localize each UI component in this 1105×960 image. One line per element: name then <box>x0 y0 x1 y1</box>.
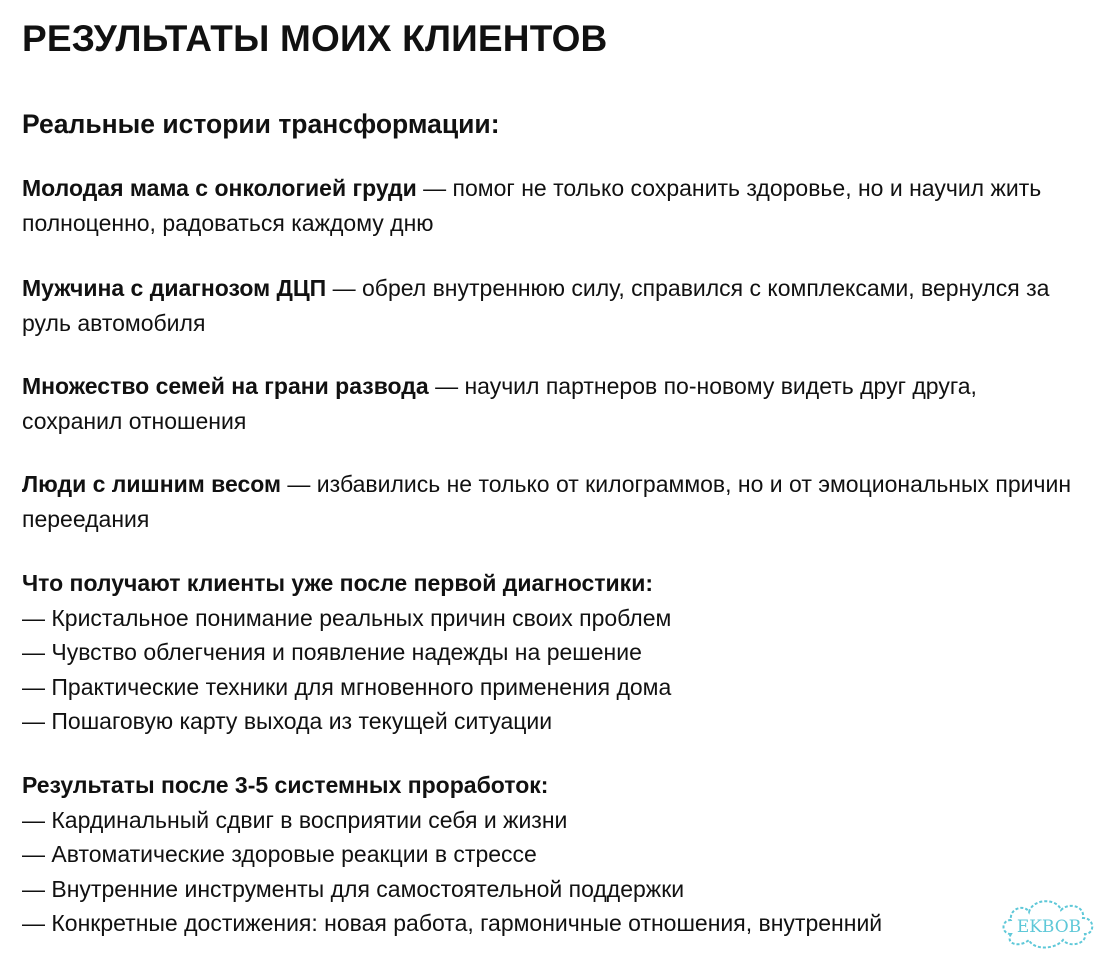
watermark-text: EKBOB <box>1016 917 1082 937</box>
page-title: РЕЗУЛЬТАТЫ МОИХ КЛИЕНТОВ <box>22 18 608 59</box>
list-item: — Внутренние инструменты для самостоятельной поддержки <box>22 875 685 902</box>
list-item: — Чувство облегчения и появление надежды на решение <box>22 639 642 665</box>
story-text: — избавились не только от килограммов, но и от эмоциональных причин переедания <box>22 471 1072 532</box>
story-item <box>22 171 1082 241</box>
story-item <box>22 369 1082 439</box>
first-diagnostics-section <box>22 566 1092 739</box>
story-item <box>22 271 1082 341</box>
results-section <box>22 768 1092 941</box>
list-item: — Пошаговую карту выхода из текущей ситуации <box>22 708 553 734</box>
list-item: — Практические техники для мгновенного применения дома <box>22 673 672 700</box>
story-item <box>22 467 1082 537</box>
story-text: — научил партнеров по-новому видеть друг друга, сохранил отношения <box>22 373 977 434</box>
list-item: — Автоматические здоровые реакции в стрессе <box>22 841 537 867</box>
list-item: — Конкретные достижения: новая работа, гармоничные отношения, внутренний <box>22 910 883 936</box>
story-text: — обрел внутреннюю силу, справился с комплексами, вернулся за руль автомобиля <box>22 275 1050 336</box>
story-text: — помог не только сохранить здоровье, но и научил жить полноценно, радоваться каждому дню <box>22 175 1042 236</box>
list-item: — Кристальное понимание реальных причин своих проблем <box>22 604 672 631</box>
story-lead: Мужчина с диагнозом ДЦП <box>22 275 327 301</box>
watermark-logo <box>997 890 1101 954</box>
story-lead: Множество семей на грани развода <box>22 373 429 399</box>
section-heading: Что получают клиенты уже после первой диагностики: <box>22 570 653 596</box>
list-item: — Кардинальный сдвиг в восприятии себя и жизни <box>22 806 568 833</box>
page-subtitle: Реальные истории трансформации: <box>22 109 500 139</box>
story-lead: Люди с лишним весом <box>22 471 282 497</box>
story-lead: Молодая мама с онкологией груди <box>22 175 417 201</box>
section-heading: Результаты после 3-5 системных проработок: <box>22 772 549 798</box>
